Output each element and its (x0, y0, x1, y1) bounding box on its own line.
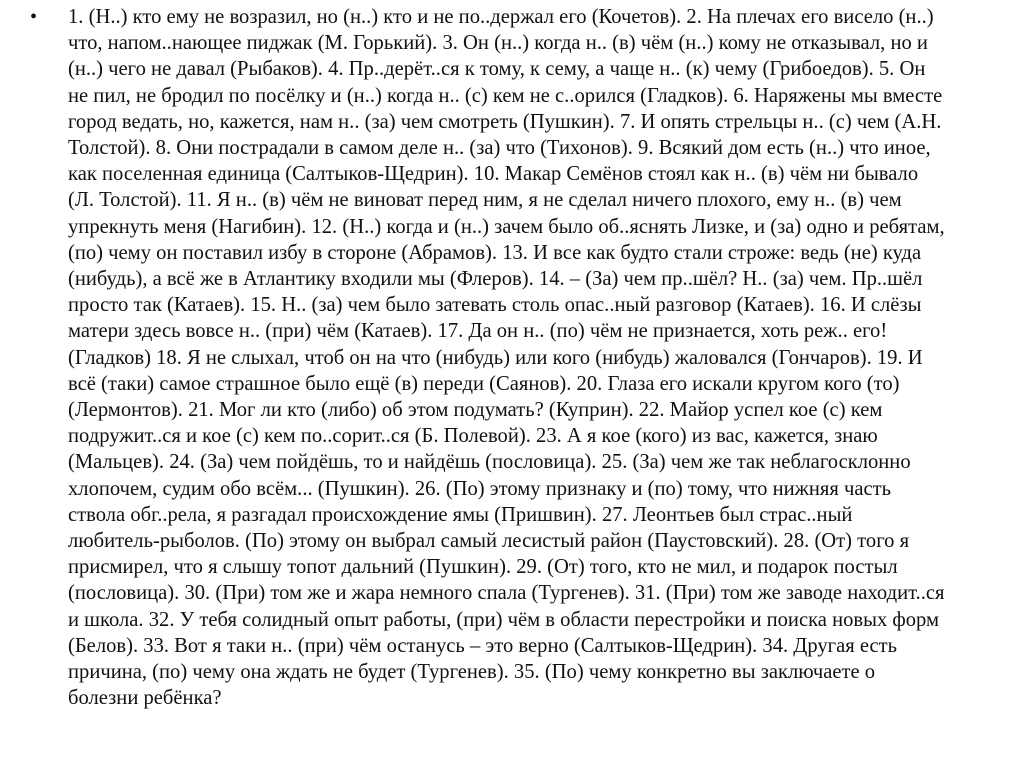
text-line: ствола обг..рела, я разгадал происхождение ямы (Пришвин). 27. Леонтьев был страс..ный (68, 503, 853, 526)
text-line: любитель-рыболов. (По) этому он выбрал самый лесистый район (Паустовский). 28. (От) того я (68, 530, 910, 553)
text-line: (Белов). 33. Вот я таки н.. (при) чём останусь – это верно (Салтыков-Щедрин). 34. Другая есть (68, 634, 898, 657)
text-line: (пословица). 30. (При) том же и жара немного спала (Тургенев). 31. (При) том же заводе находит..ся (68, 582, 945, 605)
exercise-text (68, 4, 990, 711)
text-line: (нибудь), а всё же в Атлантику входили мы (Флеров). 14. – (За) чем пр..шёл? Н.. (за) чем. Пр..шёл (68, 268, 923, 291)
text-line: (Лермонтов). 21. Мог ли кто (либо) об этом подумать? (Куприн). 22. Майор успел кое (с) кем (68, 399, 883, 422)
text-line: (Л. Толстой). 11. Я н.. (в) чём не виноват перед ним, я не сделал ничего плохого, ему н.. (в) чем (68, 189, 902, 212)
bullet-item (30, 4, 990, 711)
text-line: присмирел, что я слышу топот дальний (Пушкин). 29. (От) того, кто не мил, и подарок постыл (68, 556, 898, 579)
text-line: всё (таки) самое страшное было ещё (в) переди (Саянов). 20. Глаза его искали кругом кого (то) (68, 372, 900, 395)
text-line: не пил, не бродил по посёлку и (н..) когда н.. (с) кем не с..орился (Гладков). 6. Наряжены мы вместе (68, 84, 943, 107)
text-line: причина, (по) чему она ждать не будет (Тургенев). 35. (По) чему конкретно вы заключаете о (68, 661, 876, 684)
text-line: 1. (Н..) кто ему не возразил, но (н..) кто и не по..держал его (Кочетов). 2. На плечах его висело (н..) (68, 6, 934, 28)
text-line: болезни ребёнка? (68, 687, 222, 710)
text-line: (по) чему он поставил избу в стороне (Абрамов). 13. И все как будто стали строже: ведь (не) куда (68, 241, 922, 264)
text-line: (Мальцев). 24. (За) чем пойдёшь, то и найдёшь (пословица). 25. (За) чем же так неблагосклонно (68, 451, 911, 474)
text-line: хлопочем, судим обо всём... (Пушкин). 26. (По) этому признаку и (по) тому, что нижняя часть (68, 477, 892, 500)
text-line: подружит..ся и кое (с) кем по..сорит..ся (Б. Полевой). 23. А я кое (кого) из вас, кажется, знаю (68, 425, 878, 448)
bullet-icon: • (30, 6, 38, 28)
text-line: матери здесь вовсе н.. (при) чём (Катаев). 17. Да он н.. (по) чём не признается, хоть реж.. его! (68, 320, 888, 343)
text-line: город ведать, но, кажется, нам н.. (за) чем смотреть (Пушкин). 7. И опять стрельцы н.. (с) чем (А.Н. (68, 110, 942, 133)
text-line: как поселенная единица (Салтыков-Щедрин). 10. Макар Семёнов стоял как н.. (в) чём ни бывало (68, 163, 919, 186)
text-line: и школа. 32. У тебя солидный опыт работы, (при) чём в области перестройки и поиска новых форм (68, 608, 940, 631)
text-line: (н..) чего не давал (Рыбаков). 4. Пр..дерёт..ся к тому, к сему, а чаще н.. (к) чему (Грибоедов). 5. Он (68, 58, 926, 81)
text-line: что, напом..нающее пиджак (М. Горький). 3. Он (н..) когда н.. (в) чём (н..) кому не отказывал, но и (68, 32, 928, 55)
text-line: (Гладков) 18. Я не слыхал, чтоб он на что (нибудь) или кого (нибудь) жаловался (Гончаров). 19. И (68, 346, 923, 369)
text-line: Толстой). 8. Они пострадали в самом деле н.. (за) что (Тихонов). 9. Всякий дом есть (н..) что иное, (68, 137, 931, 160)
text-line: упрекнуть меня (Нагибин). 12. (Н..) когда и (н..) зачем было об..яснять Лизке, и (за) одно и ребятам, (68, 215, 945, 238)
text-line: просто так (Катаев). 15. Н.. (за) чем было затевать столь опас..ный разговор (Катаев). 16. И слёзы (68, 294, 922, 317)
